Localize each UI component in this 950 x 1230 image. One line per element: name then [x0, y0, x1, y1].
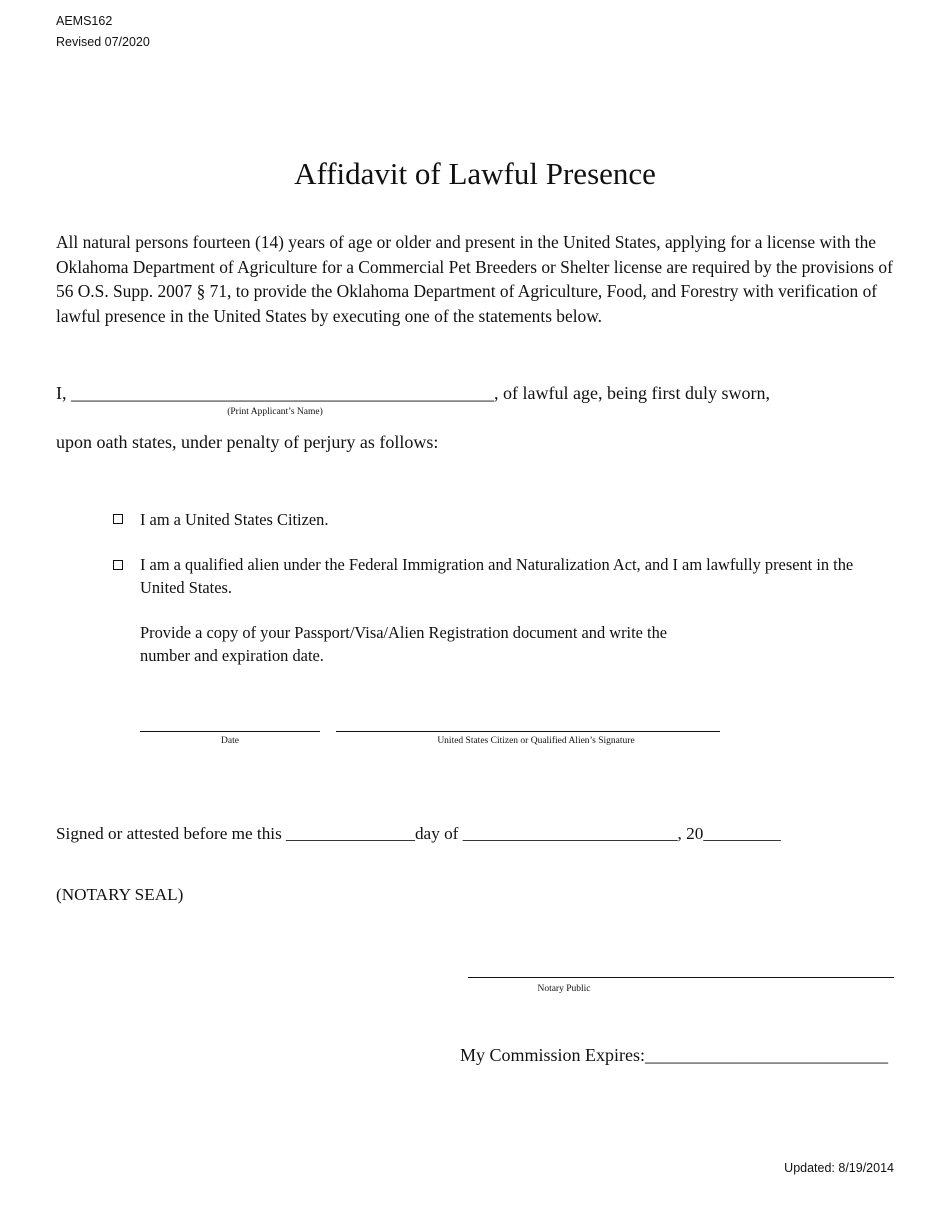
notary-attestation-line: Signed or attested before me this _______________day of _________________________, 20_________: [56, 824, 781, 843]
revision-date: Revised 07/2020: [56, 35, 150, 49]
form-number: AEMS162: [56, 14, 113, 28]
document-instruction: Provide a copy of your Passport/Visa/Alien Registration document and write the number and expiration date.: [140, 623, 668, 665]
date-line[interactable]: [140, 731, 320, 732]
commission-expires-label: My Commission Expires:: [460, 1045, 646, 1065]
oath-prefix: I,: [56, 383, 71, 403]
notary-public-caption: Notary Public: [537, 984, 591, 994]
citizen-option-label: I am a United States Citizen.: [140, 510, 329, 529]
commission-expires-line: [460, 1045, 888, 1066]
oath-continuation: upon oath states, under penalty of perjury as follows:: [56, 432, 439, 452]
oath-suffix: , of lawful age, being first duly sworn,: [494, 383, 770, 403]
qualified-alien-checkbox[interactable]: [113, 560, 123, 570]
form-header: [56, 11, 150, 53]
applicant-signature-line[interactable]: [336, 731, 720, 732]
notary-signature-line[interactable]: [468, 977, 894, 978]
date-caption: Date: [221, 736, 239, 746]
oath-line: [56, 383, 770, 404]
page-title: Affidavit of Lawful Presence: [294, 156, 656, 191]
updated-date: Updated: 8/19/2014: [784, 1161, 894, 1175]
citizen-checkbox[interactable]: [113, 514, 123, 524]
notary-seal-label: (NOTARY SEAL): [56, 885, 184, 904]
applicant-name-field[interactable]: _______________________________________________: [71, 383, 494, 403]
commission-expires-field[interactable]: ___________________________: [645, 1045, 889, 1065]
intro-paragraph: All natural persons fourteen (14) years of age or older and present in the United States, applying for a license with the Oklahoma Department of Agriculture for a Commercial Pet Breeders or Shelter license are required by the provisions of 56 O.S. Supp. 2007 § 71, to provide the Oklahoma Department of Agriculture, Food, and Forestry with verification of lawful presence in the United States by executing one of the statements below.: [56, 232, 893, 326]
applicant-signature-caption: United States Citizen or Qualified Alien’s Signature: [437, 736, 635, 746]
qualified-alien-option-label: I am a qualified alien under the Federal Immigration and Naturalization Act, and I am lawfully present in the United States.: [140, 555, 854, 597]
applicant-name-caption: (Print Applicant’s Name): [227, 407, 323, 417]
